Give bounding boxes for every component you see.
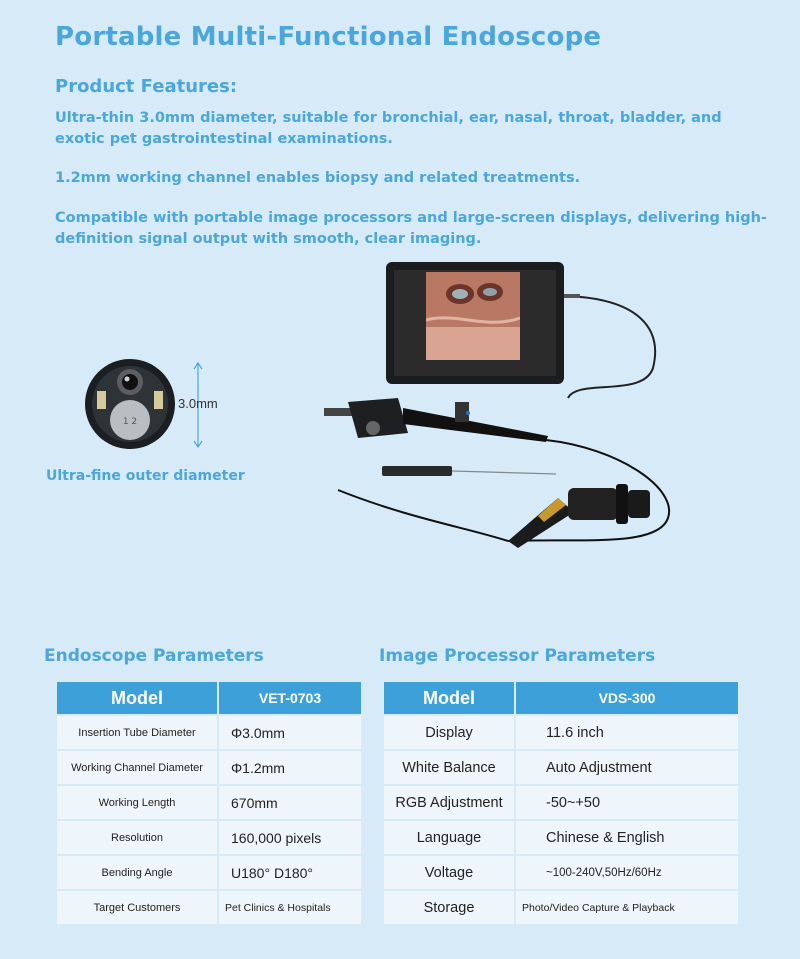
table-row [384,786,738,819]
table-row [57,716,361,749]
param-value: Pet Clinics & Hospitals [219,891,361,924]
table-header-row [57,682,361,714]
table-row [57,856,361,889]
processor-params-table [382,680,740,926]
feature-text-2: 1.2mm working channel enables biopsy and related treatments. [55,170,581,186]
table-row [57,786,361,819]
param-value: -50~+50 [516,786,738,819]
param-key: Working Length [57,786,217,819]
param-key: Target Customers [57,891,217,924]
param-value: Chinese & English [516,821,738,854]
param-value: 670mm [219,786,361,819]
endoscope-params-heading: Endoscope Parameters [44,646,264,666]
table-row [384,716,738,749]
table-header-row [384,682,738,714]
feature-text-3: Compatible with portable image processors and large-screen displays, delivering high-definition signal output with smooth, clear imaging. [55,210,767,247]
header-value: VET-0703 [219,682,361,714]
param-value: Photo/Video Capture & Playback [516,891,738,924]
param-key: Storage [384,891,514,924]
table-row [384,751,738,784]
param-key: Voltage [384,856,514,889]
table-row [57,891,361,924]
param-key: Bending Angle [57,856,217,889]
table-row [384,891,738,924]
param-value: Auto Adjustment [516,751,738,784]
screen-view-image [426,272,520,360]
feature-text-1: Ultra-thin 3.0mm diameter, suitable for bronchial, ear, nasal, throat, bladder, and exotic pet gastrointestinal examinations. [55,110,722,147]
param-key: Language [384,821,514,854]
param-key: RGB Adjustment [384,786,514,819]
param-value: Φ1.2mm [219,751,361,784]
processor-params-heading: Image Processor Parameters [379,646,656,666]
param-value: ~100-240V,50Hz/60Hz [516,856,738,889]
endoscope-params-table [55,680,363,926]
param-value: U180° D180° [219,856,361,889]
param-key: White Balance [384,751,514,784]
param-value: 160,000 pixels [219,821,361,854]
table-row [57,821,361,854]
features-heading: Product Features: [55,76,238,97]
endoscope-tip-image [84,358,176,450]
diameter-label: 3.0mm [178,396,218,411]
table-row [384,821,738,854]
header-key: Model [57,682,217,714]
param-key: Working Channel Diameter [57,751,217,784]
param-key: Display [384,716,514,749]
table-row [384,856,738,889]
param-key: Resolution [57,821,217,854]
param-value: 11.6 inch [516,716,738,749]
header-value: VDS-300 [516,682,738,714]
page-title: Portable Multi-Functional Endoscope [55,22,602,52]
table-row [57,751,361,784]
param-key: Insertion Tube Diameter [57,716,217,749]
tip-caption: Ultra-fine outer diameter [46,468,245,484]
header-key: Model [384,682,514,714]
param-value: Φ3.0mm [219,716,361,749]
lens-label: 1 2 [122,417,138,427]
